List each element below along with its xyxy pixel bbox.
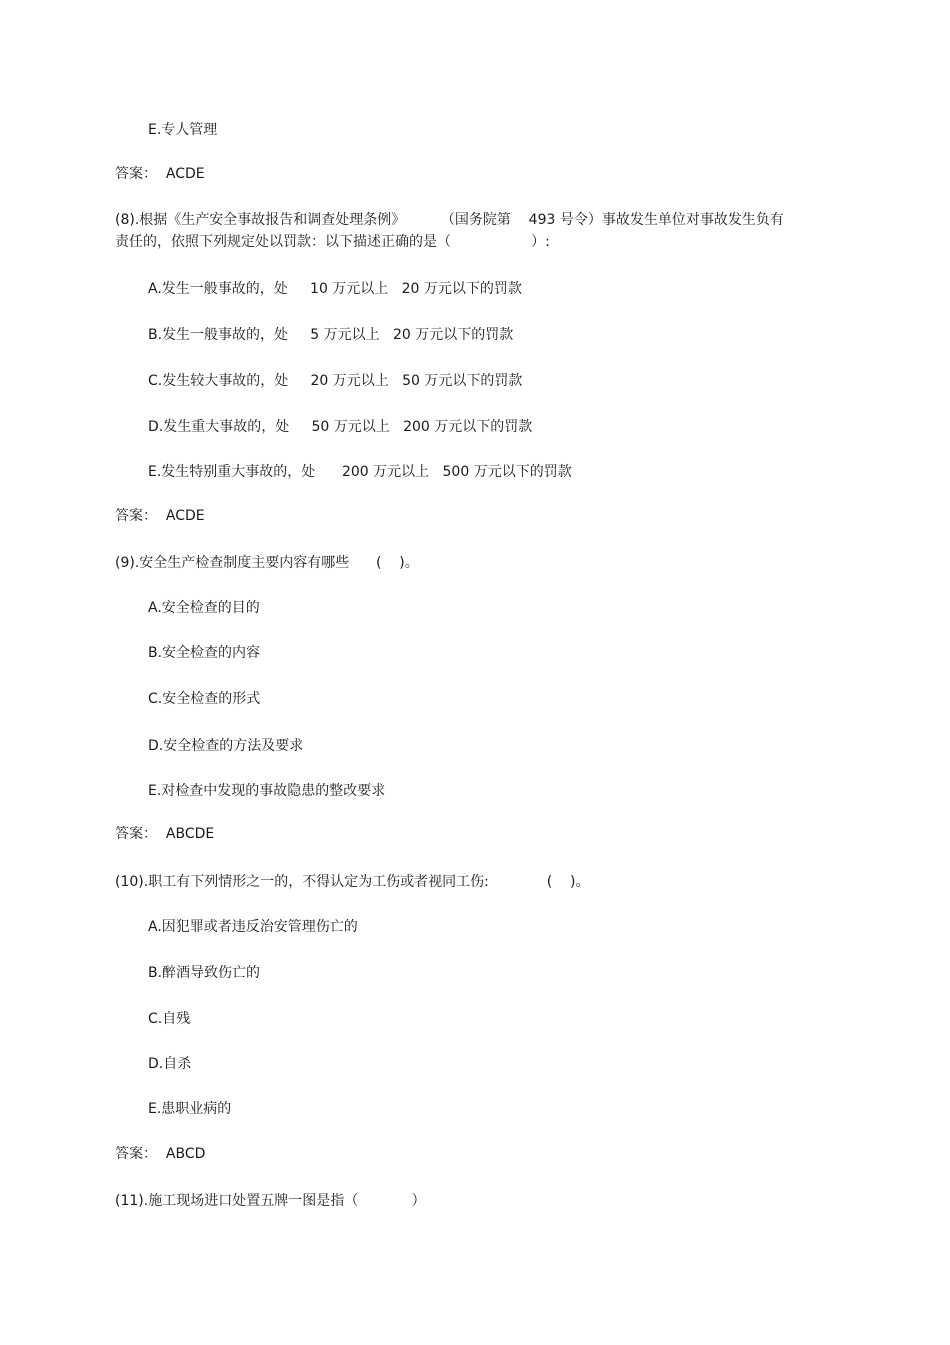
q9-option-e: E.对检查中发现的事故隐患的整改要求 xyxy=(148,783,386,799)
q8-option-b: B.发生一般事故的，处 5 万元以上 20 万元以下的罚款 xyxy=(148,327,514,343)
q8-question-line1: (8).根据《生产安全事故报告和调查处理条例》 （国务院第 493 号令）事故发生单位对事故发生负有 xyxy=(115,212,784,228)
q10-option-c: C.自残 xyxy=(148,1011,191,1027)
q9-option-d: D.安全检查的方法及要求 xyxy=(148,738,304,754)
q8-option-e: E.发生特别重大事故的，处 200 万元以上 500 万元以下的罚款 xyxy=(148,464,572,480)
q8-answer: 答案： ACDE xyxy=(115,508,205,524)
q9-option-c: C.安全检查的形式 xyxy=(148,691,261,707)
q7-answer: 答案： ACDE xyxy=(115,166,205,182)
q7-option-e: E.专人管理 xyxy=(148,122,218,138)
q9-question: (9).安全生产检查制度主要内容有哪些 ( )。 xyxy=(115,555,419,571)
q10-option-a: A.因犯罪或者违反治安管理伤亡的 xyxy=(148,919,358,935)
q10-option-e: E.患职业病的 xyxy=(148,1101,232,1117)
q9-answer: 答案： ABCDE xyxy=(115,826,215,842)
q8-option-c: C.发生较大事故的，处 20 万元以上 50 万元以下的罚款 xyxy=(148,373,523,389)
q8-option-d: D.发生重大事故的，处 50 万元以上 200 万元以下的罚款 xyxy=(148,419,533,435)
q8-option-a: A.发生一般事故的，处 10 万元以上 20 万元以下的罚款 xyxy=(148,281,522,297)
q10-option-b: B.醉酒导致伤亡的 xyxy=(148,965,261,981)
q10-question: (10).职工有下列情形之一的，不得认定为工伤或者视同工伤: ( )。 xyxy=(115,874,590,890)
q8-question-line2: 责任的，依照下列规定处以罚款：以下描述正确的是（ ）: xyxy=(115,234,550,250)
q11-question: (11).施工现场进口处置五牌一图是指（ ） xyxy=(115,1193,426,1209)
q10-option-d: D.自杀 xyxy=(148,1056,192,1072)
q10-answer: 答案： ABCD xyxy=(115,1146,206,1162)
q9-option-b: B.安全检查的内容 xyxy=(148,645,261,661)
q9-option-a: A.安全检查的目的 xyxy=(148,600,260,616)
